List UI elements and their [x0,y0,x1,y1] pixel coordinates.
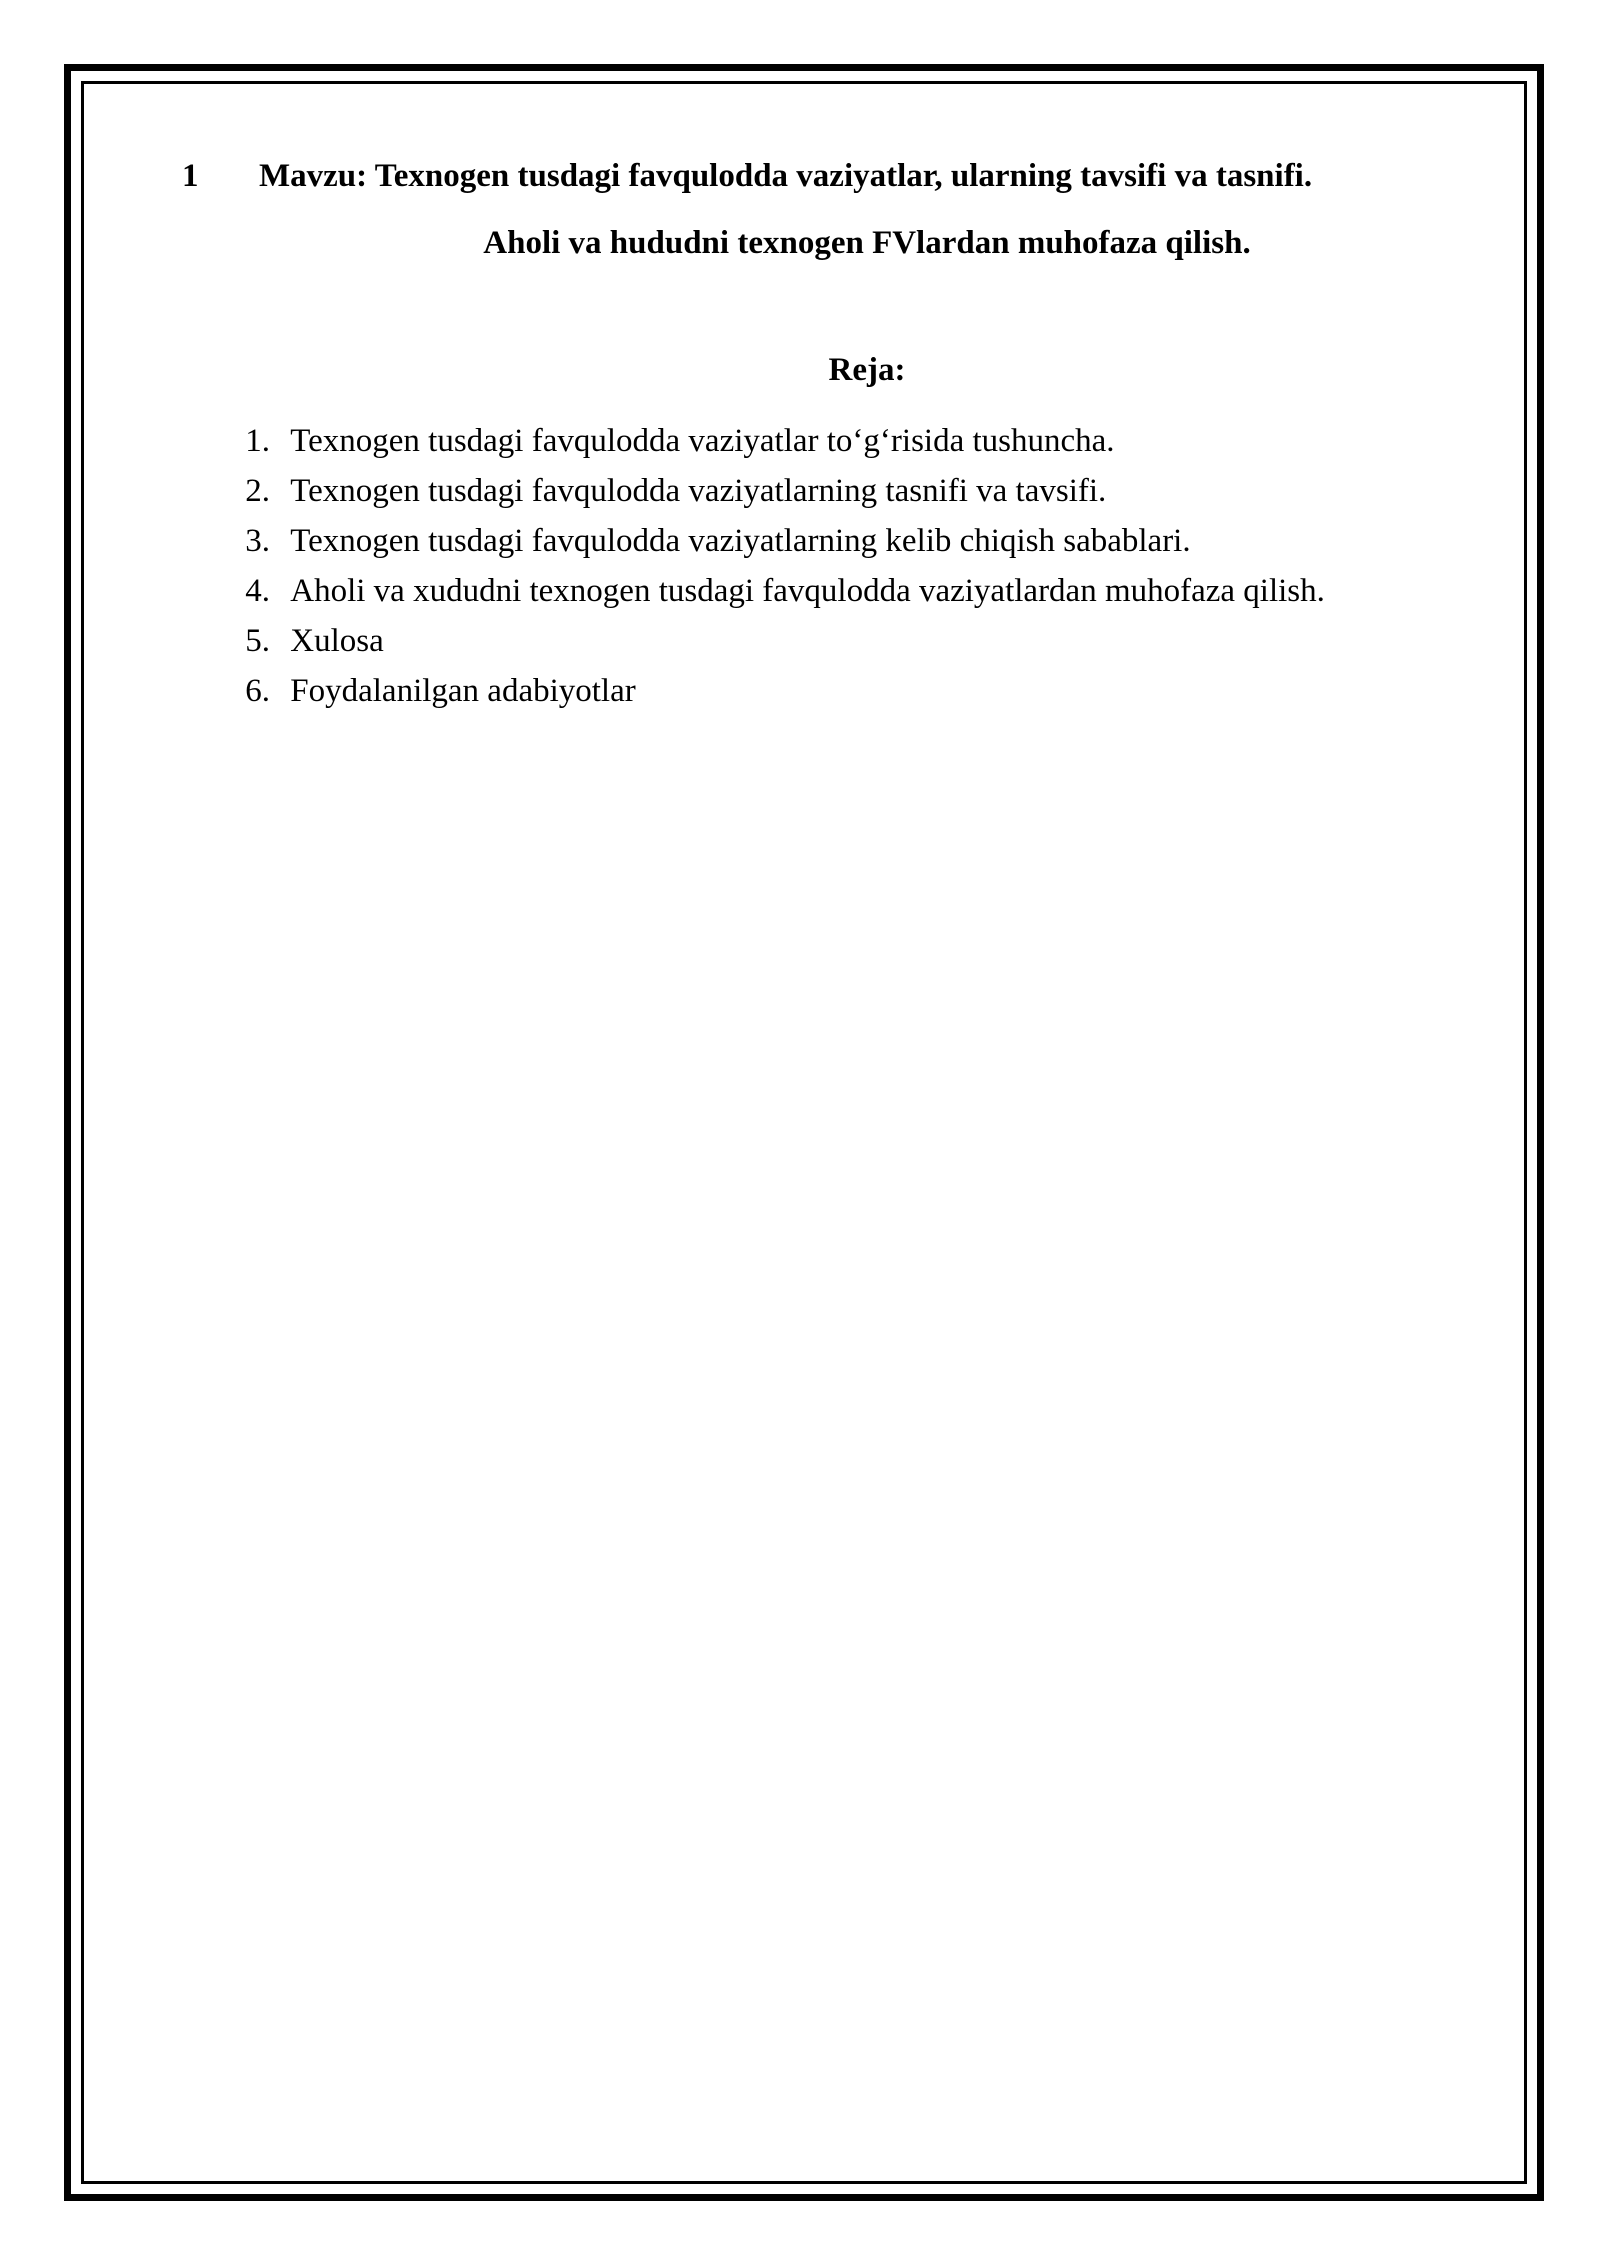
plan-item-text: Texnogen tusdagi favqulodda vaziyatlarning kelib chiqish sabablari. [290,523,1191,559]
plan-item-text: Foydalanilgan adabiyotlar [290,673,636,709]
plan-item-number: 2. [245,473,270,509]
plan-item-number: 1. [245,423,270,459]
plan-item-2 [200,466,1325,516]
plan-item-1 [200,416,1325,466]
plan-item-text: Aholi va xududni texnogen tusdagi favqulodda vaziyatlardan muhofaza qilish. [290,573,1325,609]
plan-item-number: 3. [245,523,270,559]
plan-list [200,416,1325,716]
plan-item-number: 6. [245,673,270,709]
heading-line-1: Mavzu: Texnogen tusdagi favqulodda vaziyatlar, ularning tavsifi va tasnifi. [259,158,1313,194]
plan-item-text: Texnogen tusdagi favqulodda vaziyatlarning tasnifi va tavsifi. [290,473,1107,509]
heading-number: 1 [182,158,199,194]
plan-item-number: 5. [245,623,270,659]
plan-item-4 [200,566,1325,616]
plan-title: Reja: [828,352,906,388]
plan-item-5 [200,616,1325,666]
plan-item-3 [200,516,1325,566]
heading-line-2: Aholi va hududni texnogen FVlardan muhofaza qilish. [483,225,1251,261]
plan-item-text: Texnogen tusdagi favqulodda vaziyatlar to‘g‘risida tushuncha. [290,423,1115,459]
plan-item-6 [200,666,1325,716]
page-border-inner [81,81,1527,2184]
plan-item-text: Xulosa [290,623,384,659]
plan-item-number: 4. [245,573,270,609]
